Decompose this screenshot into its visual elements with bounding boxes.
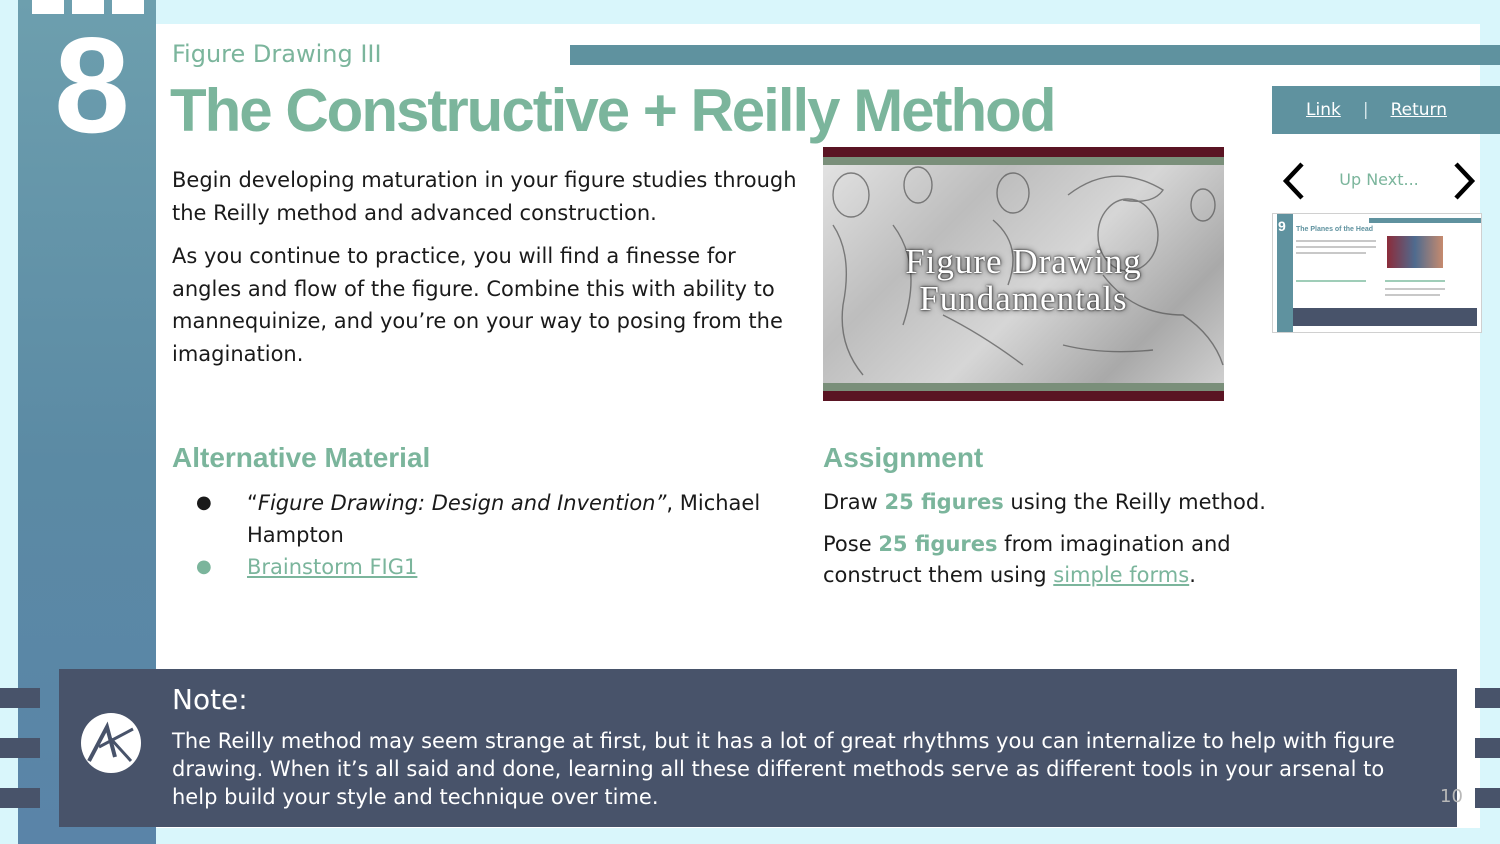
note-dash-decoration — [0, 688, 40, 708]
thumbnail-title: The Planes of the Head — [1296, 226, 1374, 233]
list-item — [172, 487, 772, 551]
alternative-material-heading: Alternative Material — [172, 442, 431, 473]
bullet: ● — [196, 492, 212, 513]
list-item — [172, 551, 772, 583]
thumbnail-text-line — [1296, 280, 1366, 282]
thumbnail-text-line — [1385, 294, 1440, 296]
video-title-line-1: Figure Drawing — [905, 242, 1142, 281]
up-next-panel — [1272, 158, 1480, 204]
thumbnail-text-line — [1385, 280, 1445, 282]
note-title: Note: — [172, 683, 248, 716]
return-button[interactable]: Return — [1390, 100, 1447, 120]
assignment-text-segment: from imagination and construct them using — [823, 531, 1231, 587]
thumbnail-number: 9 — [1278, 218, 1286, 234]
quote-open: “ — [247, 491, 258, 515]
thumbnail-text-line — [1385, 288, 1445, 290]
page-title: The Constructive + Reilly Method — [170, 77, 1055, 144]
up-next-label: Up Next... — [1339, 170, 1419, 189]
nav-tab — [1272, 86, 1500, 134]
alternative-material-list — [172, 487, 772, 583]
thumbnail-note — [1293, 308, 1477, 326]
thumbnail-strip — [1369, 218, 1481, 223]
assignment-text-segment: using the Reilly method. — [1003, 490, 1266, 514]
slide-number: 8 — [54, 9, 130, 161]
simple-forms-link[interactable]: simple forms — [1053, 563, 1190, 587]
video-title-text — [823, 243, 1224, 317]
assignment-text-segment: Draw — [823, 490, 885, 514]
assignment-count-2: 25 figures — [878, 531, 998, 556]
video-thumbnail[interactable] — [823, 147, 1224, 401]
assignment-count-1: 25 figures — [884, 490, 1004, 514]
thumbnail-text-line — [1296, 246, 1376, 248]
assignment-text-segment: . — [1189, 563, 1196, 587]
note-dash-decoration — [1475, 738, 1500, 758]
note-dash-decoration — [0, 788, 40, 808]
assignment-text — [823, 487, 1283, 602]
thumbnail-image — [1387, 236, 1443, 268]
assignment-heading: Assignment — [823, 442, 984, 473]
note-body: The Reilly method may seem strange at first, but it has a lot of great rhythms you can internalize to help with figure drawing. When it’s all said and done, learning all these different methods serve as different tools in your arsenal to help build your style and technique over time. — [172, 729, 1395, 809]
brainstorm-link[interactable]: Brainstorm FIG1 — [247, 555, 418, 579]
book-author: , Michael Hampton — [247, 491, 761, 547]
intro-paragraph-2: As you continue to practice, you will find a finesse for angles and flow of the figure. Combine this with ability to mannequinize, and you’re on your way to posing from the imagination. — [172, 244, 783, 366]
link-button[interactable]: Link — [1306, 100, 1341, 120]
assignment-text-segment: Pose — [823, 531, 879, 556]
chevron-left-icon[interactable] — [1280, 160, 1310, 202]
next-slide-thumbnail[interactable] — [1272, 213, 1482, 333]
note-dash-decoration — [1475, 788, 1500, 808]
nav-separator: | — [1362, 100, 1369, 120]
assignment-paragraph-1 — [823, 487, 1283, 519]
thumbnail-text-line — [1296, 240, 1376, 242]
thumbnail-text-line — [1296, 252, 1366, 254]
note-box — [59, 669, 1457, 827]
intro-text — [172, 164, 802, 381]
video-title-line-2: Fundamentals — [919, 279, 1128, 318]
intro-paragraph-1: Begin developing maturation in your figure studies through the Reilly method and advanced construction. — [172, 168, 797, 225]
artist-logo-icon — [81, 713, 141, 773]
chevron-right-icon[interactable] — [1448, 160, 1478, 202]
book-title: Figure Drawing: Design and Invention” — [257, 491, 667, 515]
top-accent-strip — [570, 45, 1500, 65]
note-dash-decoration — [0, 738, 40, 758]
note-dash-decoration — [1475, 688, 1500, 708]
page-number: 10 — [1440, 786, 1463, 807]
assignment-paragraph-2 — [823, 529, 1283, 592]
course-subtitle: Figure Drawing III — [172, 40, 382, 68]
bullet: ● — [196, 556, 212, 577]
